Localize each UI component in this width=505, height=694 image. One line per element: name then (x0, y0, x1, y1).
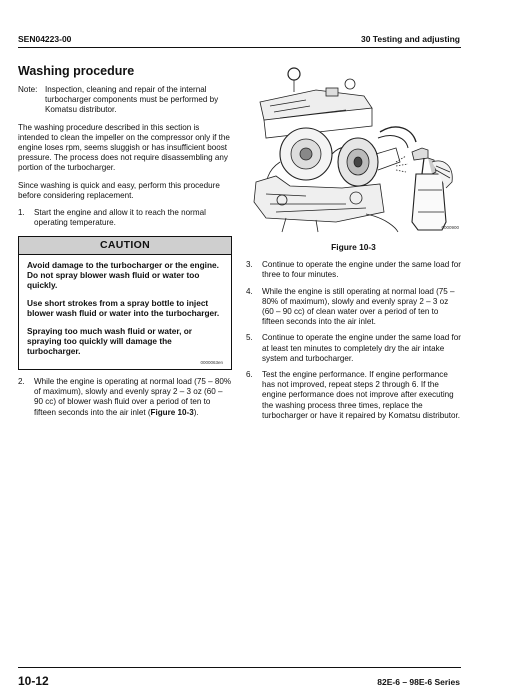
note-text: Inspection, cleaning and repair of the internal turbocharger components must be performed by Komatsu distributor. (45, 85, 219, 115)
step-text: Continue to operate the engine under the same load for at least ten minutes to completely dry the air intake system and turbocharger. (262, 333, 461, 363)
step-1 (18, 208, 232, 228)
series-label: 82E-6 – 98E-6 Series (377, 677, 460, 687)
caution-paragraph: Avoid damage to the turbocharger or the engine. Do not spray blower wash fluid or water too quickly. (27, 259, 219, 291)
figure-reference-link[interactable]: Figure 10-3 (150, 407, 194, 417)
right-column (246, 62, 461, 427)
figure-code: 0000900 (441, 224, 459, 230)
step-4 (246, 287, 461, 328)
step-text: While the engine is operating at normal load (75 – 80% of maximum), slowly and evenly spray 2 – 3 oz (60 – 90 cc) of blower wash fluid over a period of ten to fifteen seconds into the air inlet (Figure 10-3). (34, 376, 232, 417)
step-2 (18, 377, 232, 418)
caution-code: 0000063en (200, 359, 223, 365)
left-column (18, 62, 232, 424)
footer-rule (18, 667, 461, 668)
step-number: 2. (18, 376, 25, 386)
step-number: 6. (246, 370, 253, 380)
note-label: Note: (18, 85, 38, 94)
intro-paragraph: The washing procedure described in this section is intended to clean the impeller on the compressor only if the engine loses rpm, seems sluggish or has insufficient boost pressure. The process does not require disassembling any portion of the turbocharger. (18, 122, 230, 173)
note (18, 85, 232, 116)
step-number: 5. (246, 333, 253, 343)
caution-paragraph: Spraying too much wash fluid or water, or spraying too quickly will damage the turbocharger. (27, 325, 193, 357)
step-text: Continue to operate the engine under the same load for three to four minutes. (262, 260, 461, 280)
step-6 (246, 370, 461, 421)
step-number: 3. (246, 260, 253, 270)
doc-code: SEN04223-00 (18, 34, 72, 44)
page-title: Washing procedure (18, 64, 135, 78)
engine-turbocharger-spray-bottle-illustration (246, 62, 461, 234)
figure-caption: Figure 10-3 (331, 242, 376, 252)
caution-box (18, 236, 232, 369)
intro-paragraph-2: Since washing is quick and easy, perform this procedure before considering replacement. (18, 180, 220, 200)
caution-title: CAUTION (19, 237, 231, 254)
step-text: While the engine is still operating at normal load (75 – 80% of maximum), slowly and evenly spray 2 – 3 oz (60 – 90 cc) of clean water over a period of ten to fifteen seconds into the air inlet. (262, 286, 455, 327)
header-rule (18, 47, 461, 48)
caution-body (19, 255, 231, 369)
step-5 (246, 333, 461, 364)
page-number: 10-12 (18, 674, 49, 688)
step-text: Start the engine and allow it to reach the normal operating temperature. (34, 208, 206, 228)
figure-10-3 (246, 62, 461, 234)
caution-paragraph: Use short strokes from a spray bottle to inject blower wash fluid or water into the turbocharger. (27, 297, 220, 319)
step-3 (246, 260, 461, 280)
step-number: 4. (246, 286, 253, 296)
section-title: 30 Testing and adjusting (360, 34, 460, 44)
step-text: Test the engine performance. If engine performance has not improved, repeat steps 2 through 6. If the engine performance does not improve after executing the washing process three times, replace the turbocharger or have it repaired by Komatsu distributor. (262, 370, 460, 420)
step-number: 1. (18, 208, 25, 218)
